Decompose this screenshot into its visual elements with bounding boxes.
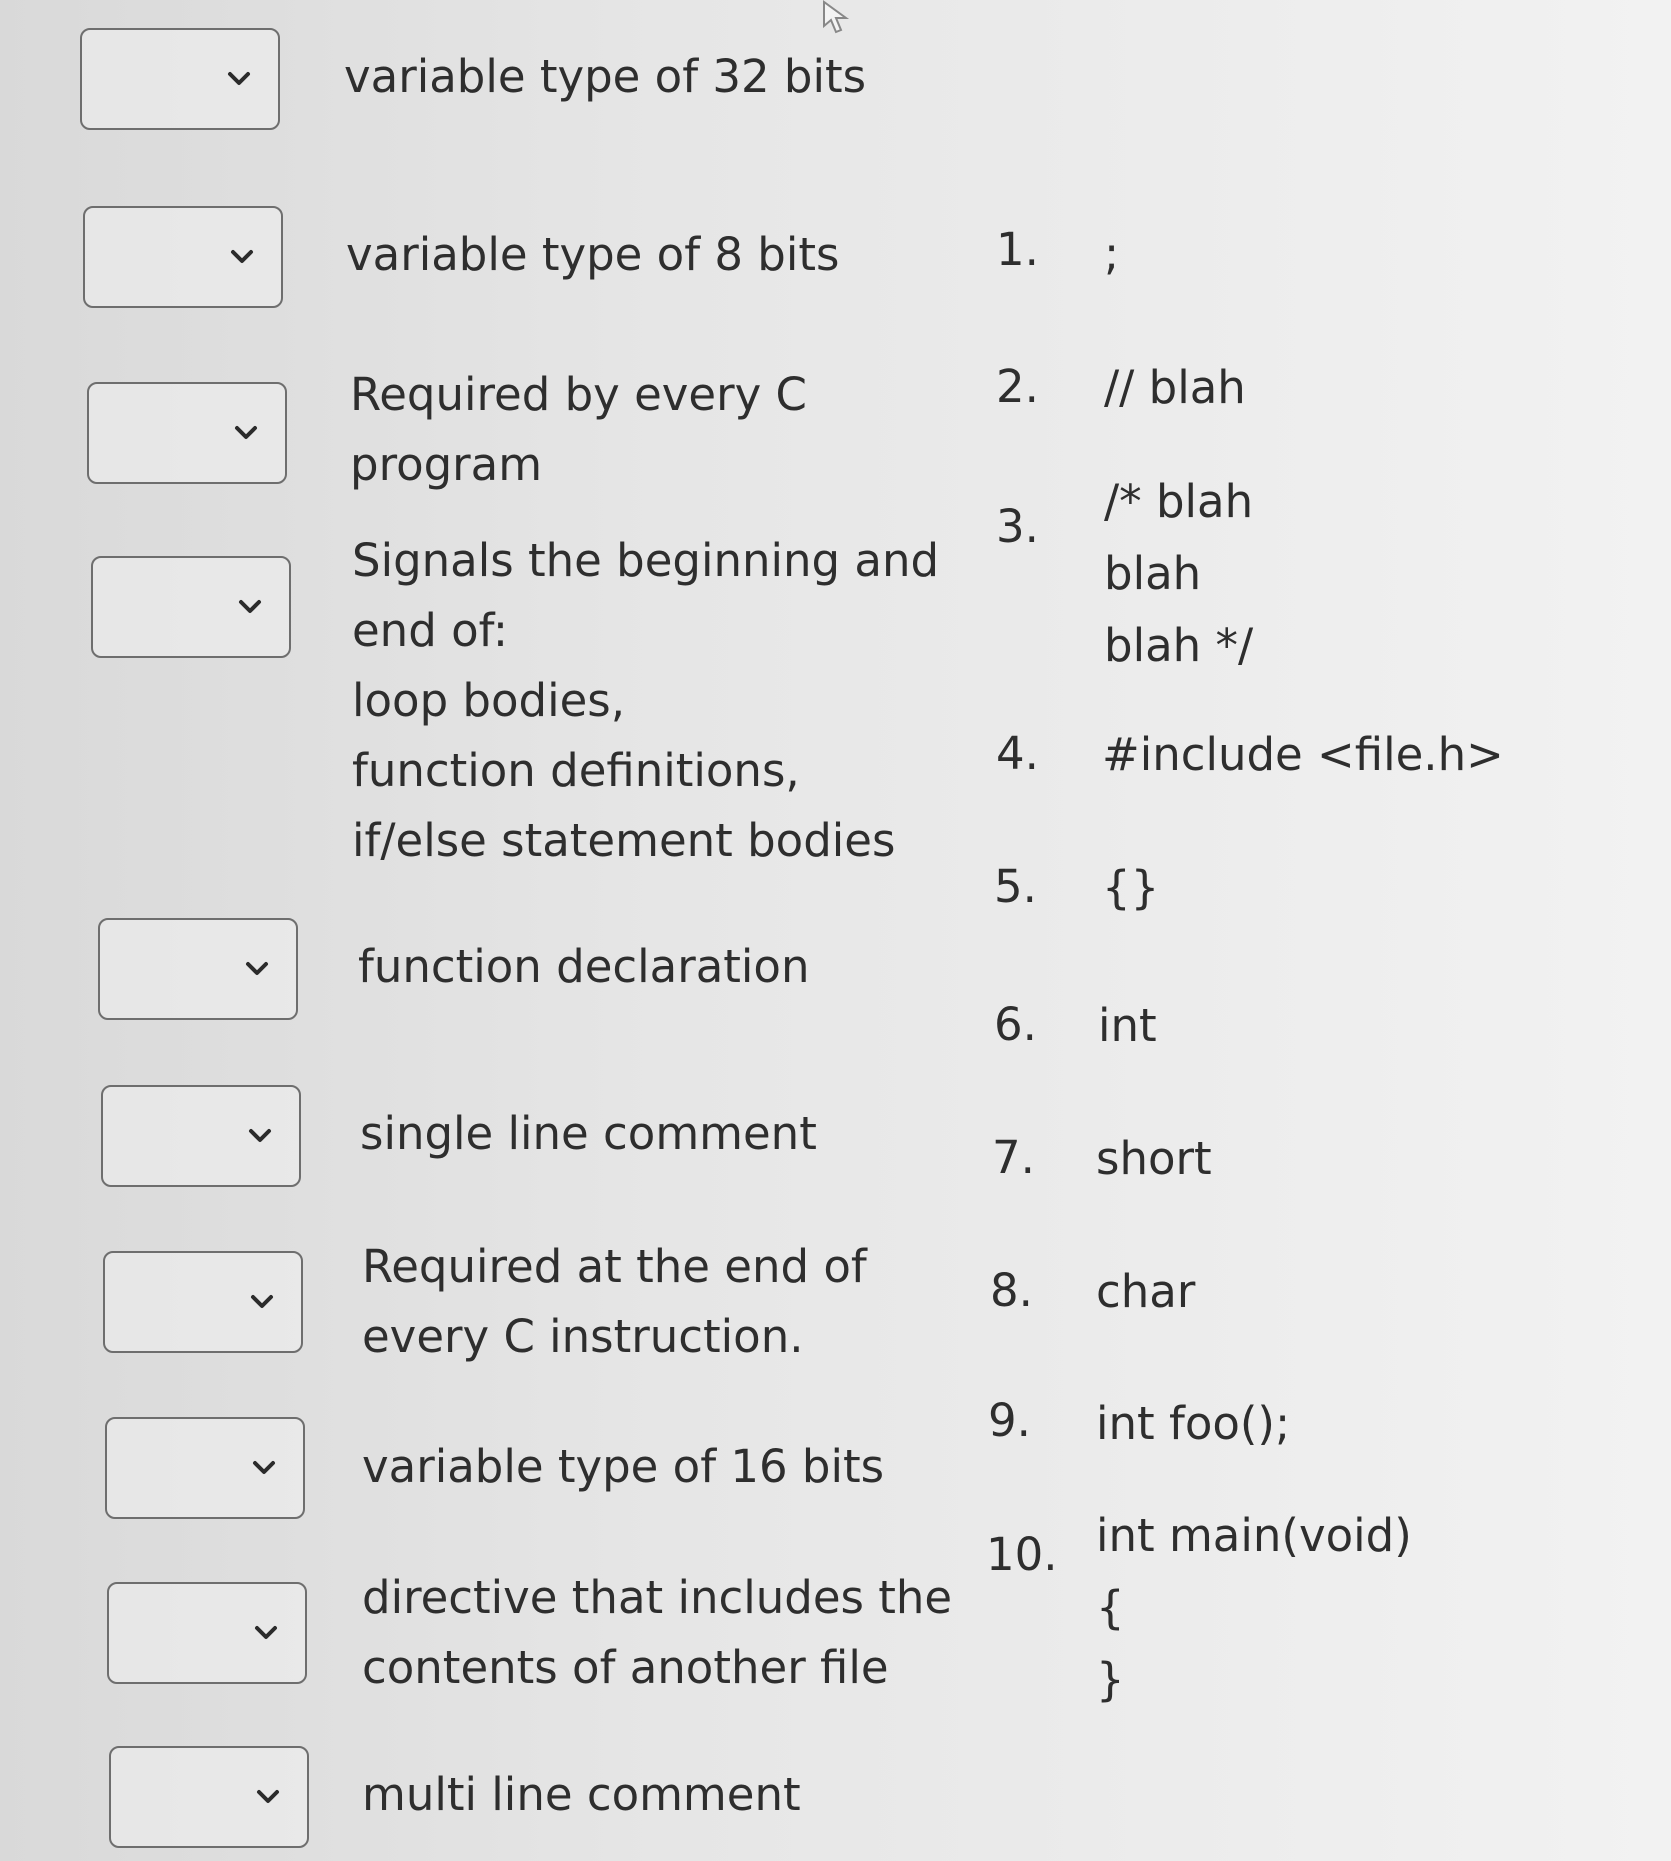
answer-line: int foo(); bbox=[1096, 1397, 1291, 1450]
chevron-down-icon bbox=[237, 595, 263, 619]
answer-number: 4. bbox=[996, 727, 1039, 780]
answer-line: blah bbox=[1104, 547, 1202, 600]
prompt-line: variable type of 8 bits bbox=[346, 228, 840, 281]
answer-line: #include <file.h> bbox=[1102, 728, 1504, 781]
answer-number: 2. bbox=[996, 360, 1039, 413]
answer-line: // blah bbox=[1104, 361, 1246, 414]
prompt-line: directive that includes the bbox=[362, 1571, 953, 1624]
match-select-9[interactable] bbox=[107, 1582, 307, 1684]
prompt-line: function definitions, bbox=[352, 744, 800, 797]
answer-line: } bbox=[1096, 1653, 1125, 1706]
match-select-5[interactable] bbox=[98, 918, 298, 1020]
answer-option-4 bbox=[1102, 719, 1504, 791]
chevron-down-icon bbox=[226, 67, 252, 91]
match-select-1[interactable] bbox=[80, 28, 280, 130]
match-select-8[interactable] bbox=[105, 1417, 305, 1519]
prompt-6 bbox=[360, 1099, 817, 1169]
answer-number: 9. bbox=[988, 1394, 1031, 1447]
prompt-line: Required at the end of bbox=[362, 1240, 867, 1293]
answer-number: 7. bbox=[992, 1131, 1035, 1184]
chevron-down-icon bbox=[229, 245, 255, 269]
answer-number: 5. bbox=[994, 860, 1037, 913]
prompt-line: end of: bbox=[352, 604, 509, 657]
chevron-down-icon bbox=[247, 1124, 273, 1148]
answer-line: { bbox=[1096, 1581, 1125, 1634]
answer-option-10 bbox=[1096, 1500, 1412, 1716]
prompt-line: single line comment bbox=[360, 1107, 817, 1160]
chevron-down-icon bbox=[253, 1621, 279, 1645]
mouse-pointer-icon bbox=[822, 0, 858, 34]
answer-number: 3. bbox=[996, 500, 1039, 553]
answer-line: blah */ bbox=[1104, 619, 1254, 672]
prompt-line: Signals the beginning and bbox=[352, 534, 940, 587]
prompt-line: every C instruction. bbox=[362, 1310, 804, 1363]
prompt-2 bbox=[346, 220, 839, 290]
answer-line: char bbox=[1096, 1265, 1196, 1318]
prompt-5 bbox=[358, 932, 809, 1002]
prompt-9 bbox=[362, 1563, 952, 1703]
answer-line: int bbox=[1098, 999, 1157, 1052]
chevron-down-icon bbox=[255, 1785, 281, 1809]
prompt-line: loop bodies, bbox=[352, 674, 626, 727]
answer-option-7 bbox=[1096, 1123, 1212, 1195]
answer-line: ; bbox=[1104, 227, 1120, 280]
prompt-line: variable type of 16 bits bbox=[362, 1440, 885, 1493]
answer-number: 1. bbox=[996, 223, 1039, 276]
prompt-line: program bbox=[350, 438, 543, 491]
match-select-3[interactable] bbox=[87, 382, 287, 484]
match-select-7[interactable] bbox=[103, 1251, 303, 1353]
prompt-7 bbox=[362, 1232, 867, 1372]
answer-option-3 bbox=[1104, 466, 1253, 682]
answer-number: 8. bbox=[990, 1264, 1033, 1317]
prompt-3 bbox=[350, 360, 807, 500]
answer-line: int main(void) bbox=[1096, 1509, 1412, 1562]
answer-line: /* blah bbox=[1104, 475, 1254, 528]
answer-number: 6. bbox=[994, 998, 1037, 1051]
answer-option-2 bbox=[1104, 352, 1246, 424]
chevron-down-icon bbox=[251, 1456, 277, 1480]
prompt-4 bbox=[352, 526, 939, 876]
prompt-10 bbox=[362, 1760, 801, 1830]
prompt-line: contents of another file bbox=[362, 1641, 889, 1694]
answer-option-1 bbox=[1104, 218, 1119, 290]
prompt-line: Required by every C bbox=[350, 368, 807, 421]
prompt-line: function declaration bbox=[358, 940, 810, 993]
chevron-down-icon bbox=[233, 421, 259, 445]
answer-option-6 bbox=[1098, 990, 1157, 1062]
answer-option-9 bbox=[1096, 1388, 1290, 1460]
chevron-down-icon bbox=[249, 1290, 275, 1314]
match-select-2[interactable] bbox=[83, 206, 283, 308]
answer-line: {} bbox=[1102, 861, 1160, 914]
chevron-down-icon bbox=[244, 957, 270, 981]
answer-option-8 bbox=[1096, 1256, 1195, 1328]
prompt-line: if/else statement bodies bbox=[352, 814, 896, 867]
prompt-line: variable type of 32 bits bbox=[344, 50, 867, 103]
match-select-4[interactable] bbox=[91, 556, 291, 658]
prompt-line: multi line comment bbox=[362, 1768, 801, 1821]
prompt-1 bbox=[344, 42, 866, 112]
match-select-10[interactable] bbox=[109, 1746, 309, 1848]
prompt-8 bbox=[362, 1432, 884, 1502]
answer-number: 10. bbox=[986, 1528, 1058, 1581]
answer-option-5 bbox=[1102, 852, 1159, 924]
answer-line: short bbox=[1096, 1132, 1212, 1185]
match-select-6[interactable] bbox=[101, 1085, 301, 1187]
